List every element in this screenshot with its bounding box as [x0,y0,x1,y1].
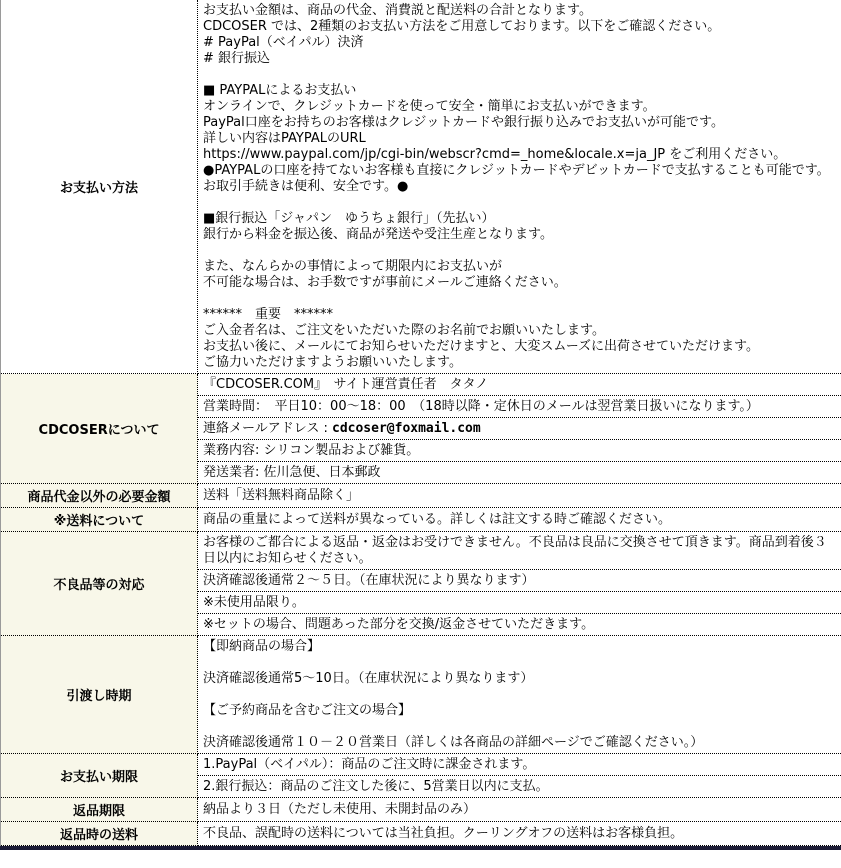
text-line: https://www.paypal.com/jp/cgi-bin/webscr?cmd=_home&locale.x=ja_JP をご利用ください。 [203,147,787,162]
text-line: お客様のご都合による返品・返金はお受けできません。不良品は良品に交換させて頂きます。商品到着後３日以内にお知らせください。 [203,535,827,566]
row-header-payment-method: お支払い方法 [1,0,198,374]
blank-line [203,195,839,211]
text-line: 銀行から料金を振込後、商品が発送や受注生産となります。 [203,227,553,242]
return-shipping-fee-content-1 [198,822,841,846]
text-line: ●PAYPALの口座を持てないお客様も直接にクレジットカードやデビットカードで支払することも可能です。 [203,163,830,178]
bottom-divider-bar [0,846,841,850]
text-line: 不良品、誤配時の送料については当社負担。クーリングオフの送料はお客様負担。 [203,826,684,841]
text-line: 決済確認後通常１０－２０営業日（詳しくは各商品の詳細ページでご確認ください。） [203,735,704,750]
defective-items-content-2 [198,570,841,592]
contact-email-label: 連絡メールアドレス : [203,421,332,436]
text-line: 『CDCOSER.COM』 サイト運営責任者 タタノ [203,377,489,392]
text-line: ****** 重要 ****** [203,307,334,322]
text-line: また、なんらかの事情によって期限内にお支払いが [203,259,503,274]
text-line: お支払い後に、メールにてお知らせいただけますと、大変スムーズに出荷させていただけます。 [203,339,760,354]
payment-deadline-content-2 [198,776,841,798]
row-header-about-cdcoser: CDCOSERについて [1,374,198,484]
text-line: 商品の重量によって送料が異なっている。詳しくは註文する時ご確認ください。 [203,512,672,527]
table-row [1,798,841,822]
table-row [1,508,841,532]
payment-deadline-content-1 [198,754,841,776]
table-row [1,532,841,570]
row-header-about-shipping-fee: ※送料について [1,508,198,532]
payment-method-content-1 [198,0,841,374]
text-line: 業務内容: シリコン製品および雑貨。 [203,443,420,458]
delivery-time-content-1 [198,636,841,754]
text-line: 決済確認後通常２～５日。（在庫状況により異なります） [203,573,535,588]
text-line [203,421,839,437]
contact-email-address: cdcoser@foxmail.com [332,421,481,436]
text-line: # PayPal（ベイパル）決済 [203,35,364,50]
blank-line [203,719,839,735]
extra-fees-content-1 [198,484,841,508]
text-line: 不可能な場合は、お手数ですが事前にメールご連絡ください。 [203,275,567,290]
table-row [1,754,841,776]
row-header-defective-items: 不良品等の対応 [1,532,198,636]
text-line: オンラインで、クレジットカードを使って安全・簡単にお支払いができます。 [203,99,656,114]
about-shipping-fee-content-1 [198,508,841,532]
text-line: # 銀行振込 [203,51,271,66]
text-line: 営業時間： 平日10：00～18：00 （18時以降・定休日のメールは翌営業日扱いになります。） [203,399,759,414]
row-header-extra-fees: 商品代金以外の必要金額 [1,484,198,508]
table-row [1,0,841,374]
table-row [1,484,841,508]
return-deadline-content-1 [198,798,841,822]
text-line: お取引手続きは便利、安全です。● [203,179,409,194]
table-row [1,822,841,846]
text-line: 【ご予約商品を含むご注文の場合】 [203,703,412,718]
text-line: 発送業者: 佐川急便、日本郵政 [203,465,381,480]
text-line: ※未使用品限り。 [203,595,305,610]
blank-line [203,243,839,259]
row-header-delivery-time: 引渡し時期 [1,636,198,754]
text-line: ご入金者名は、ご注文をいただいた際のお名前でお願いいたします。 [203,323,605,338]
row-header-return-shipping-fee: 返品時の送料 [1,822,198,846]
text-line: ※セットの場合、問題あった部分を交換/返金させていただきます。 [203,617,595,632]
defective-items-content-3 [198,592,841,614]
text-line: 2.銀行振込：商品のご注文した後に、5営業日以内に支払。 [203,779,549,794]
defective-items-content-1 [198,532,841,570]
text-line: ■銀行振込「ジャパン ゆうちょ銀行」（先払い） [203,211,495,226]
blank-line [203,291,839,307]
table-row [1,374,841,396]
text-line: CDCOSER では、2種類のお支払い方法をご用意しております。以下をご確認ください。 [203,19,721,34]
about-cdcoser-content-5 [198,462,841,484]
about-cdcoser-content-4 [198,440,841,462]
blank-line [203,655,839,671]
text-line: 【即納商品の場合】 [203,639,321,654]
row-header-return-deadline: 返品期限 [1,798,198,822]
blank-line [203,67,839,83]
about-cdcoser-content-1 [198,374,841,396]
text-line: 納品より３日（ただし未使用、未開封品のみ） [203,802,477,817]
defective-items-content-4 [198,614,841,636]
text-line: お支払い金額は、商品の代金、消費説と配送料の合計となります。 [203,3,592,18]
about-cdcoser-content-3 [198,418,841,440]
text-line: ■ PAYPALによるお支払い [203,83,357,98]
text-line: 1.PayPal（ベイパル）：商品のご注文時に課金されます。 [203,757,536,772]
text-line: ご協力いただけますようお願いいたします。 [203,355,462,370]
text-line: 送料「送料無料商品除く」 [203,488,360,503]
text-line: 決済確認後通常5～10日。（在庫状況により異なります） [203,671,534,686]
row-header-payment-deadline: お支払い期限 [1,754,198,798]
about-cdcoser-content-2 [198,396,841,418]
text-line: 詳しい内容はPAYPALのURL [203,131,366,146]
table-row [1,636,841,754]
blank-line [203,687,839,703]
text-line: PayPal口座をお持ちのお客様はクレジットカードや銀行振り込みでお支払いが可能です。 [203,115,724,130]
